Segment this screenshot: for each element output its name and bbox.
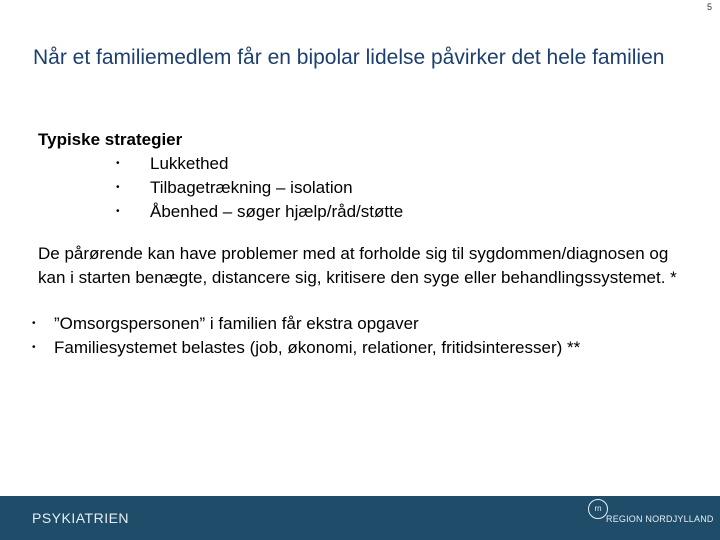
main-bullet-list <box>32 312 698 360</box>
slide-title: Når et familiemedlem får en bipolar lidelse påvirker det hele familien <box>33 46 665 70</box>
list-item <box>32 312 698 336</box>
list-item-text: Åbenhed – søger hjælp/råd/støtte <box>150 202 404 221</box>
bullet-icon: • <box>116 158 120 169</box>
footer-region: REGION NORDJYLLAND <box>606 514 714 524</box>
list-item <box>38 152 698 176</box>
body-paragraph: De pårørende kan have problemer med at forholde sig til sygdommen/diagnosen og kan i starten benægte, distancere sig, kritisere den syge eller behandlingssystemet. * <box>38 244 677 287</box>
bullet-icon: • <box>32 318 36 329</box>
bullet-icon: • <box>32 342 36 353</box>
bullet-icon: • <box>116 206 120 217</box>
page-number: 5 <box>706 2 712 12</box>
bullet-icon: • <box>116 182 120 193</box>
footer-brand: PSYKIATRIEN <box>32 510 130 526</box>
list-item-text: Lukkethed <box>150 154 229 173</box>
footer-bar <box>0 496 720 540</box>
list-item <box>38 176 698 200</box>
strategies-heading: Typiske strategier <box>38 130 183 149</box>
list-item <box>32 336 698 360</box>
list-item-text: Familiesystemet belastes (job, økonomi, relationer, fritidsinteresser) ** <box>54 338 581 357</box>
list-item-text: Tilbagetrækning – isolation <box>150 178 353 197</box>
slide-content <box>32 128 698 360</box>
strategies-list <box>38 152 698 224</box>
list-item-text: ”Omsorgspersonen” i familien får ekstra opgaver <box>54 314 419 333</box>
region-logo-icon: rn <box>588 499 608 519</box>
list-item <box>38 200 698 224</box>
